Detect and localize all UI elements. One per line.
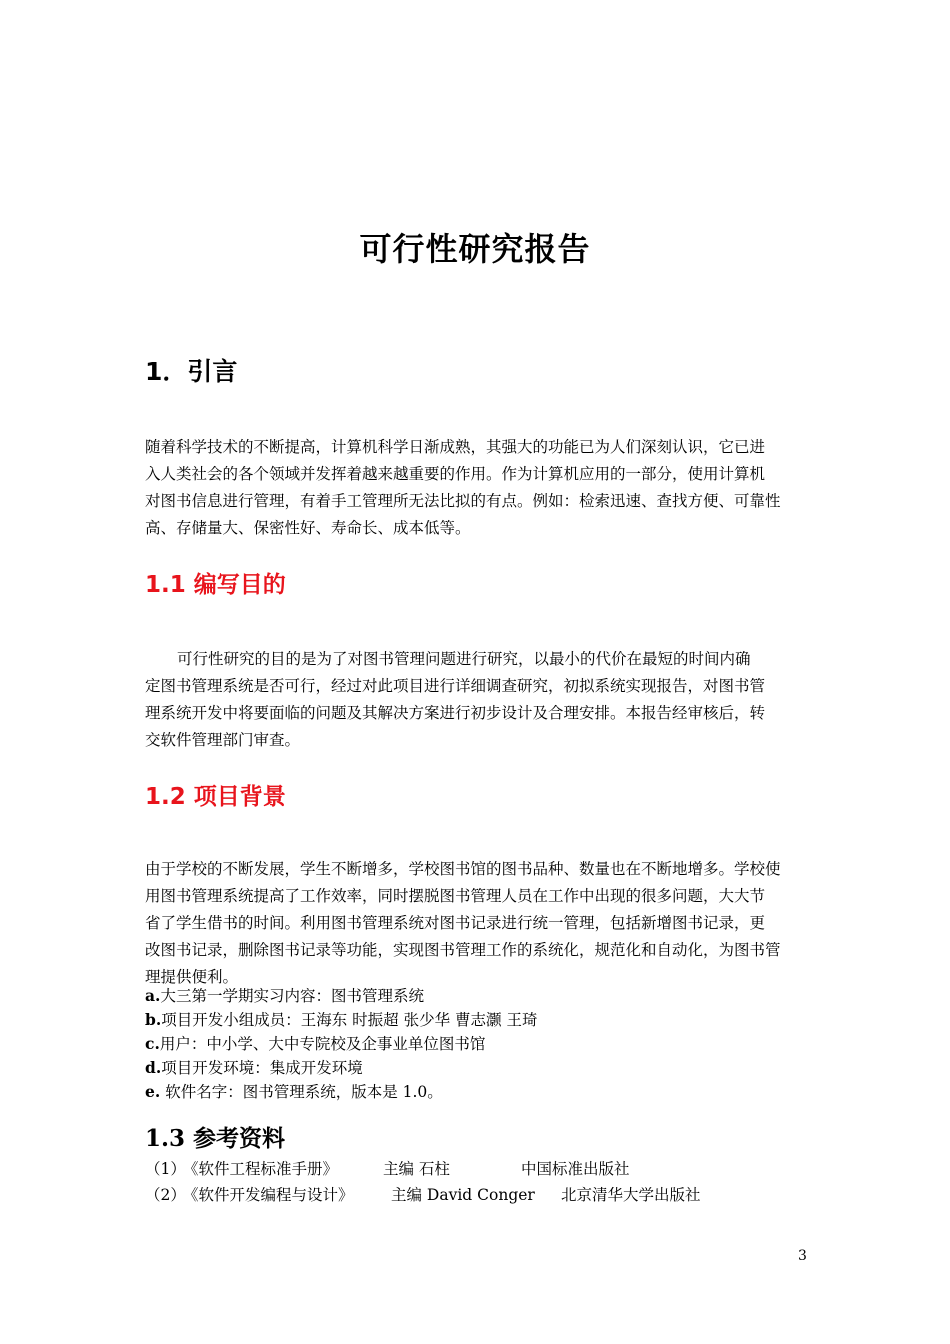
text-line: 由于学校的不断发展，学生不断增多，学校图书馆的图书品种、数量也在不断地增多。学校使 bbox=[145, 860, 781, 878]
text-line: 理系统开发中将要面临的问题及其解决方案进行初步设计及合理安排。本报告经审核后，转 bbox=[145, 704, 766, 722]
document-title: 可行性研究报告 bbox=[359, 230, 591, 268]
list-item-label: d. bbox=[145, 1058, 162, 1077]
text-line: 定图书管理系统是否可行，经过对此项目进行详细调查研究，初拟系统实现报告，对图书管 bbox=[145, 677, 766, 695]
text-line: 用图书管理系统提高了工作效率，同时摆脱图书管理人员在工作中出现的很多问题，大大节 bbox=[145, 887, 766, 905]
reference-publisher: 中国标准出版社 bbox=[521, 1160, 630, 1178]
list-item bbox=[145, 1056, 363, 1080]
section-heading-references: 1.3 参考资料 bbox=[145, 1125, 286, 1152]
list-item bbox=[145, 984, 424, 1008]
section-heading-purpose: 1.1 编写目的 bbox=[145, 572, 286, 598]
list-item bbox=[145, 1008, 537, 1032]
purpose-paragraph bbox=[145, 646, 809, 754]
list-item-text: 项目开发小组成员：王海东 时振超 张少华 曹志灏 王琦 bbox=[161, 1011, 538, 1029]
reference-editor: 主编 David Conger bbox=[391, 1186, 535, 1204]
reference-item bbox=[145, 1157, 630, 1181]
reference-publisher: 北京清华大学出版社 bbox=[561, 1186, 701, 1204]
background-paragraph bbox=[145, 856, 809, 991]
list-item bbox=[145, 1080, 443, 1104]
reference-book: 《软件工程标准手册》 bbox=[183, 1160, 339, 1178]
reference-item bbox=[145, 1183, 701, 1207]
section-heading-background: 1.2 项目背景 bbox=[145, 784, 286, 810]
list-item-label: a. bbox=[145, 986, 161, 1005]
text-line: 入人类社会的各个领域并发挥着越来越重要的作用。作为计算机应用的一部分，使用计算机 bbox=[145, 465, 766, 483]
text-line: 可行性研究的目的是为了对图书管理问题进行研究，以最小的代价在最短的时间内确 bbox=[177, 650, 751, 668]
text-line: 改图书记录，删除图书记录等功能，实现图书管理工作的系统化，规范化和自动化，为图书管 bbox=[145, 941, 781, 959]
text-line: 省了学生借书的时间。利用图书管理系统对图书记录进行统一管理，包括新增图书记录，更 bbox=[145, 914, 766, 932]
list-item-label: b. bbox=[145, 1010, 162, 1029]
text-line: 理提供便利。 bbox=[145, 968, 239, 986]
text-line: 交软件管理部门审查。 bbox=[145, 731, 301, 749]
list-item-text: 大三第一学期实习内容：图书管理系统 bbox=[160, 987, 424, 1005]
reference-number: （2） bbox=[145, 1186, 186, 1204]
list-item-text: 项目开发环境：集成开发环境 bbox=[161, 1059, 363, 1077]
text-line: 对图书信息进行管理，有着手工管理所无法比拟的有点。例如：检索迅速、查找方便、可靠性 bbox=[145, 492, 781, 510]
list-item-text: 软件名字：图书管理系统，版本是 1.0。 bbox=[160, 1083, 443, 1101]
list-item-label: c. bbox=[145, 1034, 160, 1053]
text-line: 高、存储量大、保密性好、寿命长、成本低等。 bbox=[145, 519, 471, 537]
intro-paragraph bbox=[145, 434, 809, 542]
reference-number: （1） bbox=[145, 1160, 186, 1178]
reference-book: 《软件开发编程与设计》 bbox=[183, 1186, 354, 1204]
list-item-text: 用户：中小学、大中专院校及企事业单位图书馆 bbox=[159, 1035, 486, 1053]
page-number: 3 bbox=[798, 1248, 807, 1264]
text-line: 随着科学技术的不断提高，计算机科学日渐成熟，其强大的功能已为人们深刻认识，它已进 bbox=[145, 438, 766, 456]
reference-editor: 主编 石柱 bbox=[383, 1160, 450, 1178]
list-item-label: e. bbox=[145, 1082, 161, 1101]
list-item bbox=[145, 1032, 485, 1056]
section-heading-intro: 1．引言 bbox=[145, 357, 238, 386]
